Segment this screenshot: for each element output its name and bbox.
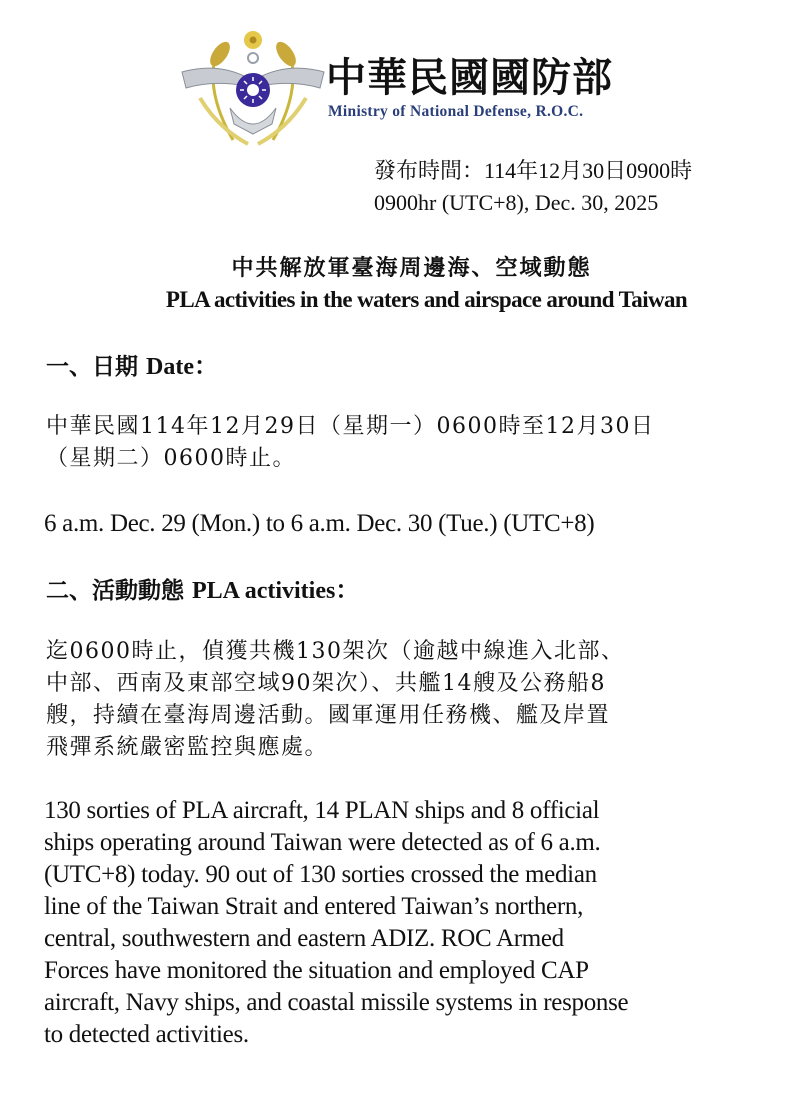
date-paragraph-en xyxy=(44,508,754,540)
document-title xyxy=(0,252,793,316)
paragraph-line: 迄0600時止，偵獲共機130架次（逾越中線進入北部、 xyxy=(46,639,625,664)
date-paragraph-zh xyxy=(46,411,756,475)
section-heading-date xyxy=(46,346,218,381)
org-name-zh: 中華民國國防部 xyxy=(326,54,613,101)
release-time-zh: 發布時間：114年12月30日0900時 xyxy=(374,158,693,183)
section-heading-en: Date： xyxy=(146,354,218,380)
title-zh: 中共解放軍臺海周邊海、空域動態 xyxy=(231,255,592,281)
paragraph-line: central, southwestern and eastern ADIZ. ROC Armed xyxy=(44,925,564,952)
org-name-en: Ministry of National Defense, R.O.C. xyxy=(328,103,584,120)
paragraph-line: 6 a.m. Dec. 29 (Mon.) to 6 a.m. Dec. 30 (Tue.) (UTC+8) xyxy=(44,510,595,537)
section-heading-en: PLA activities： xyxy=(192,578,360,604)
paragraph-line: （星期二）0600時止。 xyxy=(46,446,296,471)
section-heading-zh: 二、活動動態 xyxy=(46,577,184,604)
paragraph-line: 飛彈系統嚴密監控與應處。 xyxy=(46,735,329,760)
release-time xyxy=(374,155,692,219)
paragraph-line: ships operating around Taiwan were detected as of 6 a.m. xyxy=(44,829,601,856)
paragraph-line: 中部、西南及東部空域90架次）、共艦14艘及公務船8 xyxy=(46,671,606,696)
mnd-emblem-icon xyxy=(178,28,328,150)
activities-paragraph-en xyxy=(44,795,754,1051)
activities-paragraph-zh xyxy=(46,636,756,764)
paragraph-line: (UTC+8) today. 90 out of 130 sorties crossed the median xyxy=(44,861,597,888)
paragraph-line: aircraft, Navy ships, and coastal missile systems in response xyxy=(44,989,629,1016)
release-time-en: 0900hr (UTC+8), Dec. 30, 2025 xyxy=(374,190,659,215)
paragraph-line: to detected activities. xyxy=(44,1021,249,1048)
paragraph-line: Forces have monitored the situation and employed CAP xyxy=(44,957,589,984)
paragraph-line: line of the Taiwan Strait and entered Taiwan’s northern, xyxy=(44,893,584,920)
section-heading-activities xyxy=(46,570,359,605)
paragraph-line: 中華民國114年12月29日（星期一）0600時至12月30日 xyxy=(46,414,655,439)
paragraph-line: 艘，持續在臺海周邊活動。國軍運用任務機、艦及岸置 xyxy=(46,703,611,728)
paragraph-line: 130 sorties of PLA aircraft, 14 PLAN ships and 8 official xyxy=(44,797,600,824)
title-en: PLA activities in the waters and airspace around Taiwan xyxy=(165,287,688,312)
section-heading-zh: 一、日期 xyxy=(46,353,138,380)
